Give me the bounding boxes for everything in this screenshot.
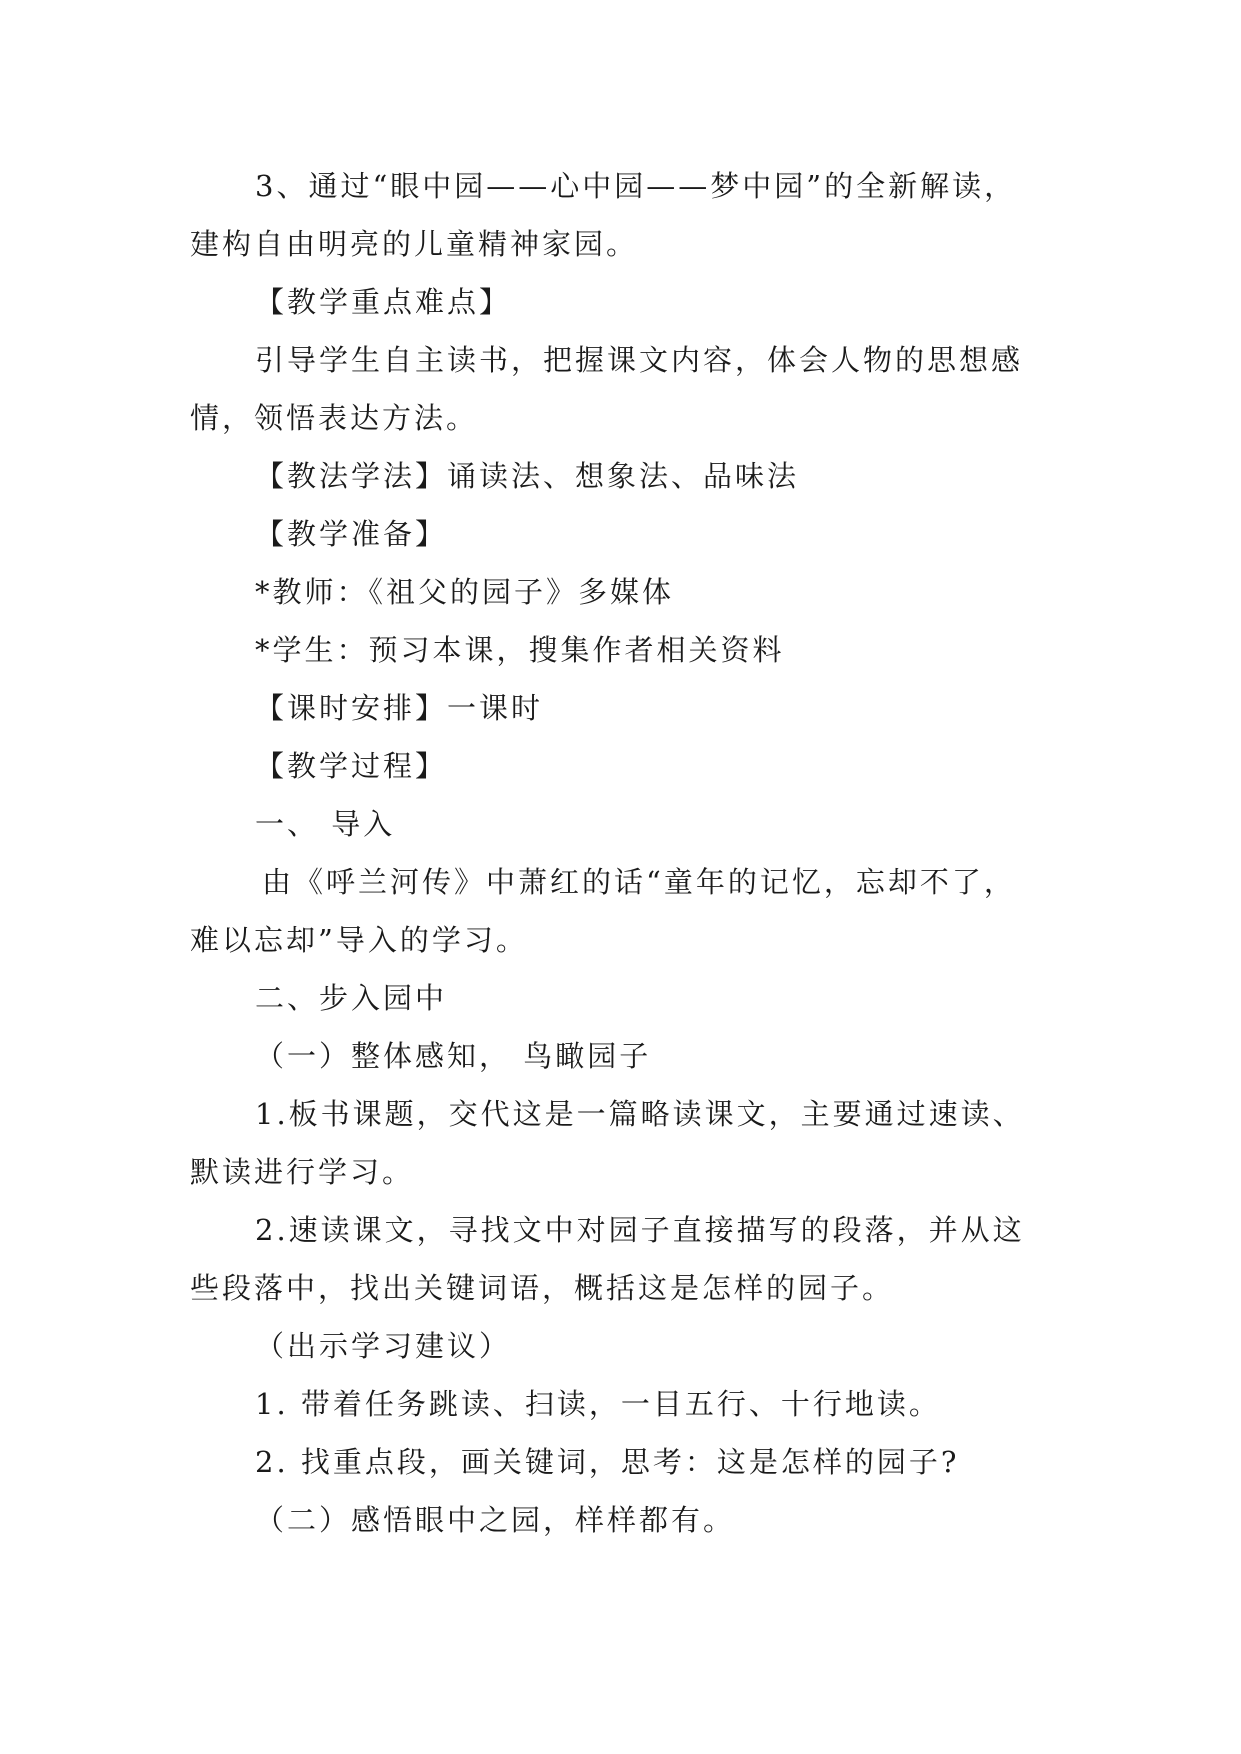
section-heading-schedule: 【课时安排】一课时 (255, 691, 544, 725)
item-1-line-1: 1.板书课题，交代这是一篇略读课文，主要通过速读、 (255, 1097, 1025, 1131)
step-2-heading: 二、步入园中 (255, 981, 448, 1015)
study-suggestions-heading: （出示学习建议） (255, 1329, 512, 1363)
substep-1-heading: （一）整体感知， 鸟瞰园子 (255, 1039, 652, 1073)
step-1-line-2: 难以忘却”导入的学习。 (190, 923, 528, 957)
section-heading-preparation: 【教学准备】 (255, 517, 448, 551)
step-1-line-1: 由《呼兰河传》中萧红的话“童年的记忆，忘却不了， (262, 865, 1016, 899)
preparation-student: *学生：预习本课，搜集作者相关资料 (255, 633, 785, 667)
objective-3-line-1: 3、通过“眼中园——心中园——梦中园”的全新解读， (255, 169, 1017, 203)
objective-3-line-2: 建构自由明亮的儿童精神家园。 (190, 227, 639, 261)
key-points-line-1: 引导学生自主读书，把握课文内容，体会人物的思想感 (255, 343, 1024, 377)
step-1-heading: 一、 导入 (255, 807, 396, 841)
preparation-teacher: *教师：《祖父的园子》多媒体 (255, 575, 675, 609)
key-points-line-2: 情，领悟表达方法。 (190, 401, 479, 435)
suggestion-2: 2. 找重点段，画关键词，思考：这是怎样的园子? (255, 1445, 960, 1479)
section-heading-methods: 【教法学法】诵读法、想象法、品味法 (255, 459, 800, 493)
suggestion-1: 1. 带着任务跳读、扫读，一目五行、十行地读。 (255, 1387, 941, 1421)
item-1-line-2: 默读进行学习。 (190, 1155, 415, 1189)
item-2-line-1: 2.速读课文，寻找文中对园子直接描写的段落，并从这 (255, 1213, 1025, 1247)
substep-2-heading: （二）感悟眼中之园，样样都有。 (255, 1503, 736, 1537)
section-heading-key-points: 【教学重点难点】 (255, 285, 512, 319)
item-2-line-2: 些段落中，找出关键词语，概括这是怎样的园子。 (190, 1271, 895, 1305)
section-heading-process: 【教学过程】 (255, 749, 448, 783)
